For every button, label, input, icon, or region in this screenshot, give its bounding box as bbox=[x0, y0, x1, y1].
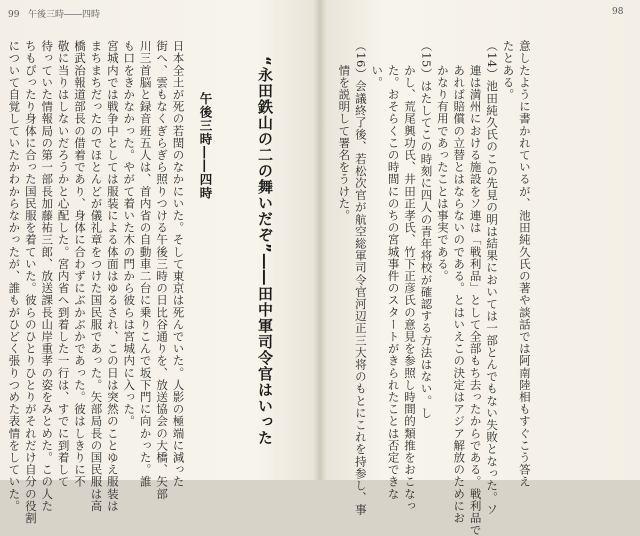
body-line: も口をきかなかった。やがて着いた木の門から彼らは宮城内に入った。 bbox=[122, 40, 137, 428]
note-line bbox=[369, 40, 385, 460]
left-body-text bbox=[6, 40, 186, 524]
note-line bbox=[352, 40, 368, 516]
right-page-header bbox=[612, 7, 623, 17]
note-line bbox=[336, 40, 352, 460]
note-line bbox=[402, 40, 418, 512]
body-line: ちもぴったり身体に合った国民服を着ていた。彼らのひとりひとりがそれだけ自分の役割 bbox=[23, 40, 38, 524]
note-text: かなり有用であったことは事実である。 bbox=[435, 64, 450, 283]
section-heading: 午後三時――四時 bbox=[198, 92, 213, 200]
continuation-line: 意したように書かれているが、池田純久氏の著や談話では阿南陸相もすぐこう答え bbox=[517, 40, 532, 488]
right-body-text bbox=[336, 40, 533, 536]
note-text: あれば賠償の立替とはならないのである。とはいえこの決定はアジア解放のためにお bbox=[452, 64, 467, 525]
note-line bbox=[484, 40, 500, 516]
body-line: 敬に当りはしないだろうかと心配した。宮内省へ到着した一行は、すでに到着して bbox=[56, 40, 71, 488]
body-line: について自覚していたかわからなかったが、誰もがひどく張りつめた表情をしていた。 bbox=[7, 40, 22, 512]
note-label: （16） bbox=[353, 40, 368, 81]
note-line bbox=[434, 40, 450, 460]
note-text: 池田純久氏のこの先見の明は結果においては一部とんでもない失敗となった。ソ bbox=[485, 80, 500, 516]
body-line: 橋武治報道部長の借着であり、身体に合わずにぶかぶかであった。彼はしきりに不 bbox=[73, 40, 88, 488]
body-line: 待っていた情報局の第一部長加藤祐三郎、放送課長山岸重孝の姿をみとめた。この人た bbox=[40, 40, 55, 512]
running-head: 午後三時――四時 bbox=[28, 10, 101, 20]
page-number: 98 bbox=[612, 7, 624, 17]
note-text: た。おそらくこの時間にのちの宮城事件のスタートがきられたことは否定できな bbox=[386, 64, 401, 500]
note-text: い。 bbox=[370, 64, 385, 89]
body-line: 街へ、雲もなくぎらぎら照りつける午後三時の日比谷通りを、放送協会の大橋、矢部 bbox=[155, 40, 170, 500]
note-text: 情を説明して署名をうけた。 bbox=[337, 64, 352, 222]
body-line: 川三首脳と録音班五人は、首内省の自動車二台に乗りこんで坂下門に向かった。誰 bbox=[138, 40, 153, 488]
right-page bbox=[322, 0, 640, 536]
note-text: 連は満州における施設をソ連は「戦利品」として全部もち去ったからである。戦利品で bbox=[468, 64, 483, 536]
note-label: （15） bbox=[419, 40, 434, 81]
note-label: （14） bbox=[485, 40, 500, 81]
body-line: 日本全土が死の若閏のなかにいた。そして東京は死んでいた。人影の極端に減った bbox=[171, 40, 186, 488]
note-line bbox=[467, 40, 483, 536]
note-line bbox=[451, 40, 467, 525]
body-line: まちまちだったのでほとんどが儀礼章をつけた国民服であった。矢部局長の国民服は高 bbox=[89, 40, 104, 512]
body-line: 宮城内では戦争中としては服装による体面はゆるされ、この日は突然のことゆえ服装は bbox=[105, 40, 120, 512]
note-line bbox=[385, 40, 401, 500]
note-text: 会議終了後、若松次官が航空総軍司令官河辺正三大将のもとにこれを持参し、事 bbox=[353, 80, 368, 516]
note-text: はたしてこの時刻に四人の青年将校が確認する方法はない。し bbox=[419, 80, 434, 419]
left-page bbox=[0, 0, 318, 524]
note-line bbox=[418, 40, 434, 460]
chapter-title: “永田鉄山の二の舞いだぞ”――田中軍司令官はいった bbox=[256, 56, 274, 446]
note-text: かし、荒尾興功氏、井田正孝氏、竹下正彦氏の意見を参照し時間的類推をおこなっ bbox=[403, 64, 418, 512]
continuation-line: たとある。 bbox=[501, 40, 516, 101]
page-number: 99 bbox=[8, 10, 20, 20]
left-page-header bbox=[8, 7, 100, 20]
